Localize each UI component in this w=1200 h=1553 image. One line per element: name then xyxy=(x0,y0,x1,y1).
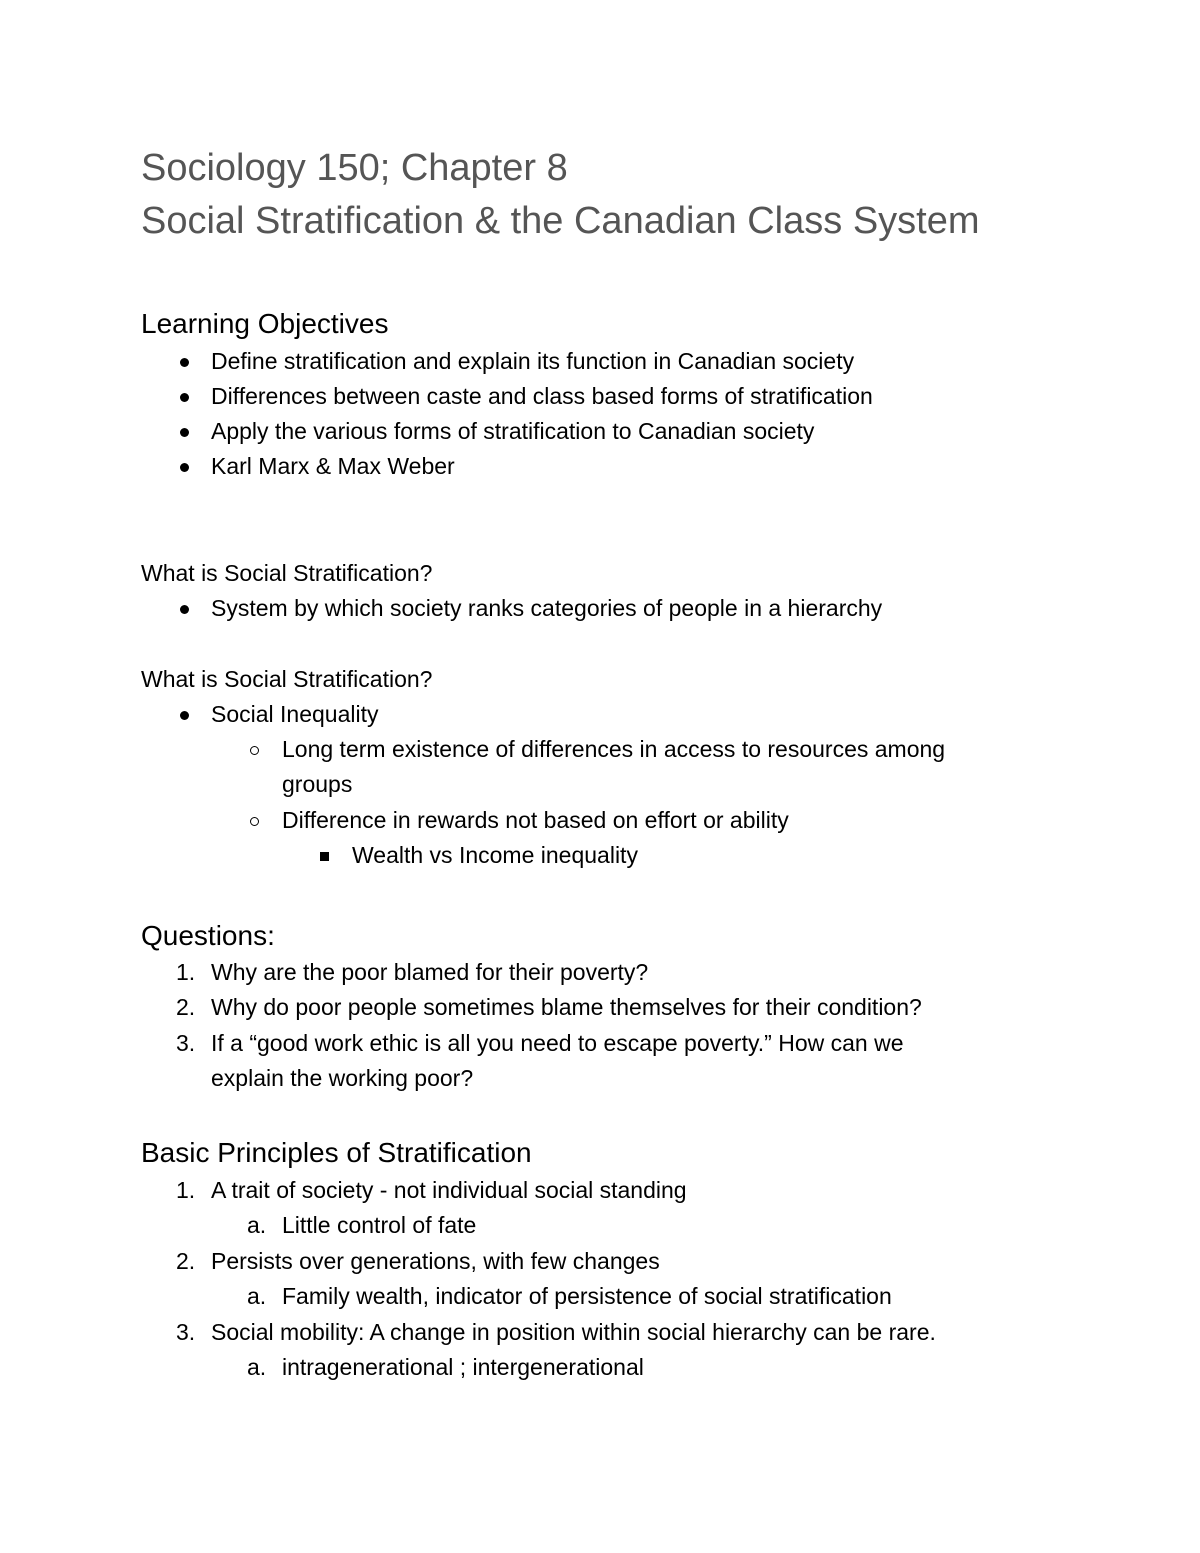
square-bullet-icon xyxy=(320,852,329,861)
objective-item-1: Define stratification and explain its function in Canadian society xyxy=(211,348,855,374)
hollow-bullet-icon xyxy=(250,817,259,826)
learning-objectives-heading: Learning Objectives xyxy=(141,308,389,339)
wealth-income-item: Wealth vs Income inequality xyxy=(352,842,638,868)
principle-sub-item-3a: intragenerational ; intergenerational xyxy=(282,1354,644,1380)
bullet-icon xyxy=(180,463,189,472)
list-number: 1. xyxy=(176,1177,196,1203)
list-number: 3. xyxy=(176,1030,196,1056)
objective-item-3: Apply the various forms of stratification to Canadian society xyxy=(211,418,815,444)
list-number: 3. xyxy=(176,1319,196,1345)
inequality-sub-item-2: Difference in rewards not based on effort or ability xyxy=(282,807,789,833)
question-item-2: Why do poor people sometimes blame themselves for their condition? xyxy=(211,994,922,1020)
bullet-icon xyxy=(180,711,189,720)
bullet-icon xyxy=(180,428,189,437)
list-letter: a. xyxy=(247,1283,267,1309)
principle-sub-item-2a: Family wealth, indicator of persistence of social stratification xyxy=(282,1283,892,1309)
hollow-bullet-icon xyxy=(250,746,259,755)
list-number: 2. xyxy=(176,994,196,1020)
section-heading-what-is-2: What is Social Stratification? xyxy=(141,666,433,692)
document-title-line-2: Social Stratification & the Canadian Class System xyxy=(141,200,980,242)
objective-item-4: Karl Marx & Max Weber xyxy=(211,453,455,479)
bullet-icon xyxy=(180,605,189,614)
inequality-sub-item-1-cont: groups xyxy=(282,771,353,797)
list-number: 2. xyxy=(176,1248,196,1274)
question-item-3-cont: explain the working poor? xyxy=(211,1065,474,1091)
question-item-3: If a “good work ethic is all you need to escape poverty.” How can we xyxy=(211,1030,904,1056)
document-title-line-1: Sociology 150; Chapter 8 xyxy=(141,147,568,189)
bullet-icon xyxy=(180,358,189,367)
question-item-1: Why are the poor blamed for their poverty? xyxy=(211,959,649,985)
section-heading-what-is-1: What is Social Stratification? xyxy=(141,560,433,586)
principles-heading: Basic Principles of Stratification xyxy=(141,1137,532,1168)
list-number: 1. xyxy=(176,959,196,985)
list-letter: a. xyxy=(247,1354,267,1380)
definition-item: System by which society ranks categories of people in a hierarchy xyxy=(211,595,883,621)
principle-item-1: A trait of society - not individual social standing xyxy=(211,1177,687,1203)
principle-sub-item-1a: Little control of fate xyxy=(282,1212,477,1238)
social-inequality-item: Social Inequality xyxy=(211,701,379,727)
principle-item-3: Social mobility: A change in position within social hierarchy can be rare. xyxy=(211,1319,936,1345)
list-letter: a. xyxy=(247,1212,267,1238)
inequality-sub-item-1: Long term existence of differences in access to resources among xyxy=(282,736,946,762)
bullet-icon xyxy=(180,393,189,402)
questions-heading: Questions: xyxy=(141,920,275,951)
principle-item-2: Persists over generations, with few changes xyxy=(211,1248,660,1274)
objective-item-2: Differences between caste and class based forms of stratification xyxy=(211,383,873,409)
